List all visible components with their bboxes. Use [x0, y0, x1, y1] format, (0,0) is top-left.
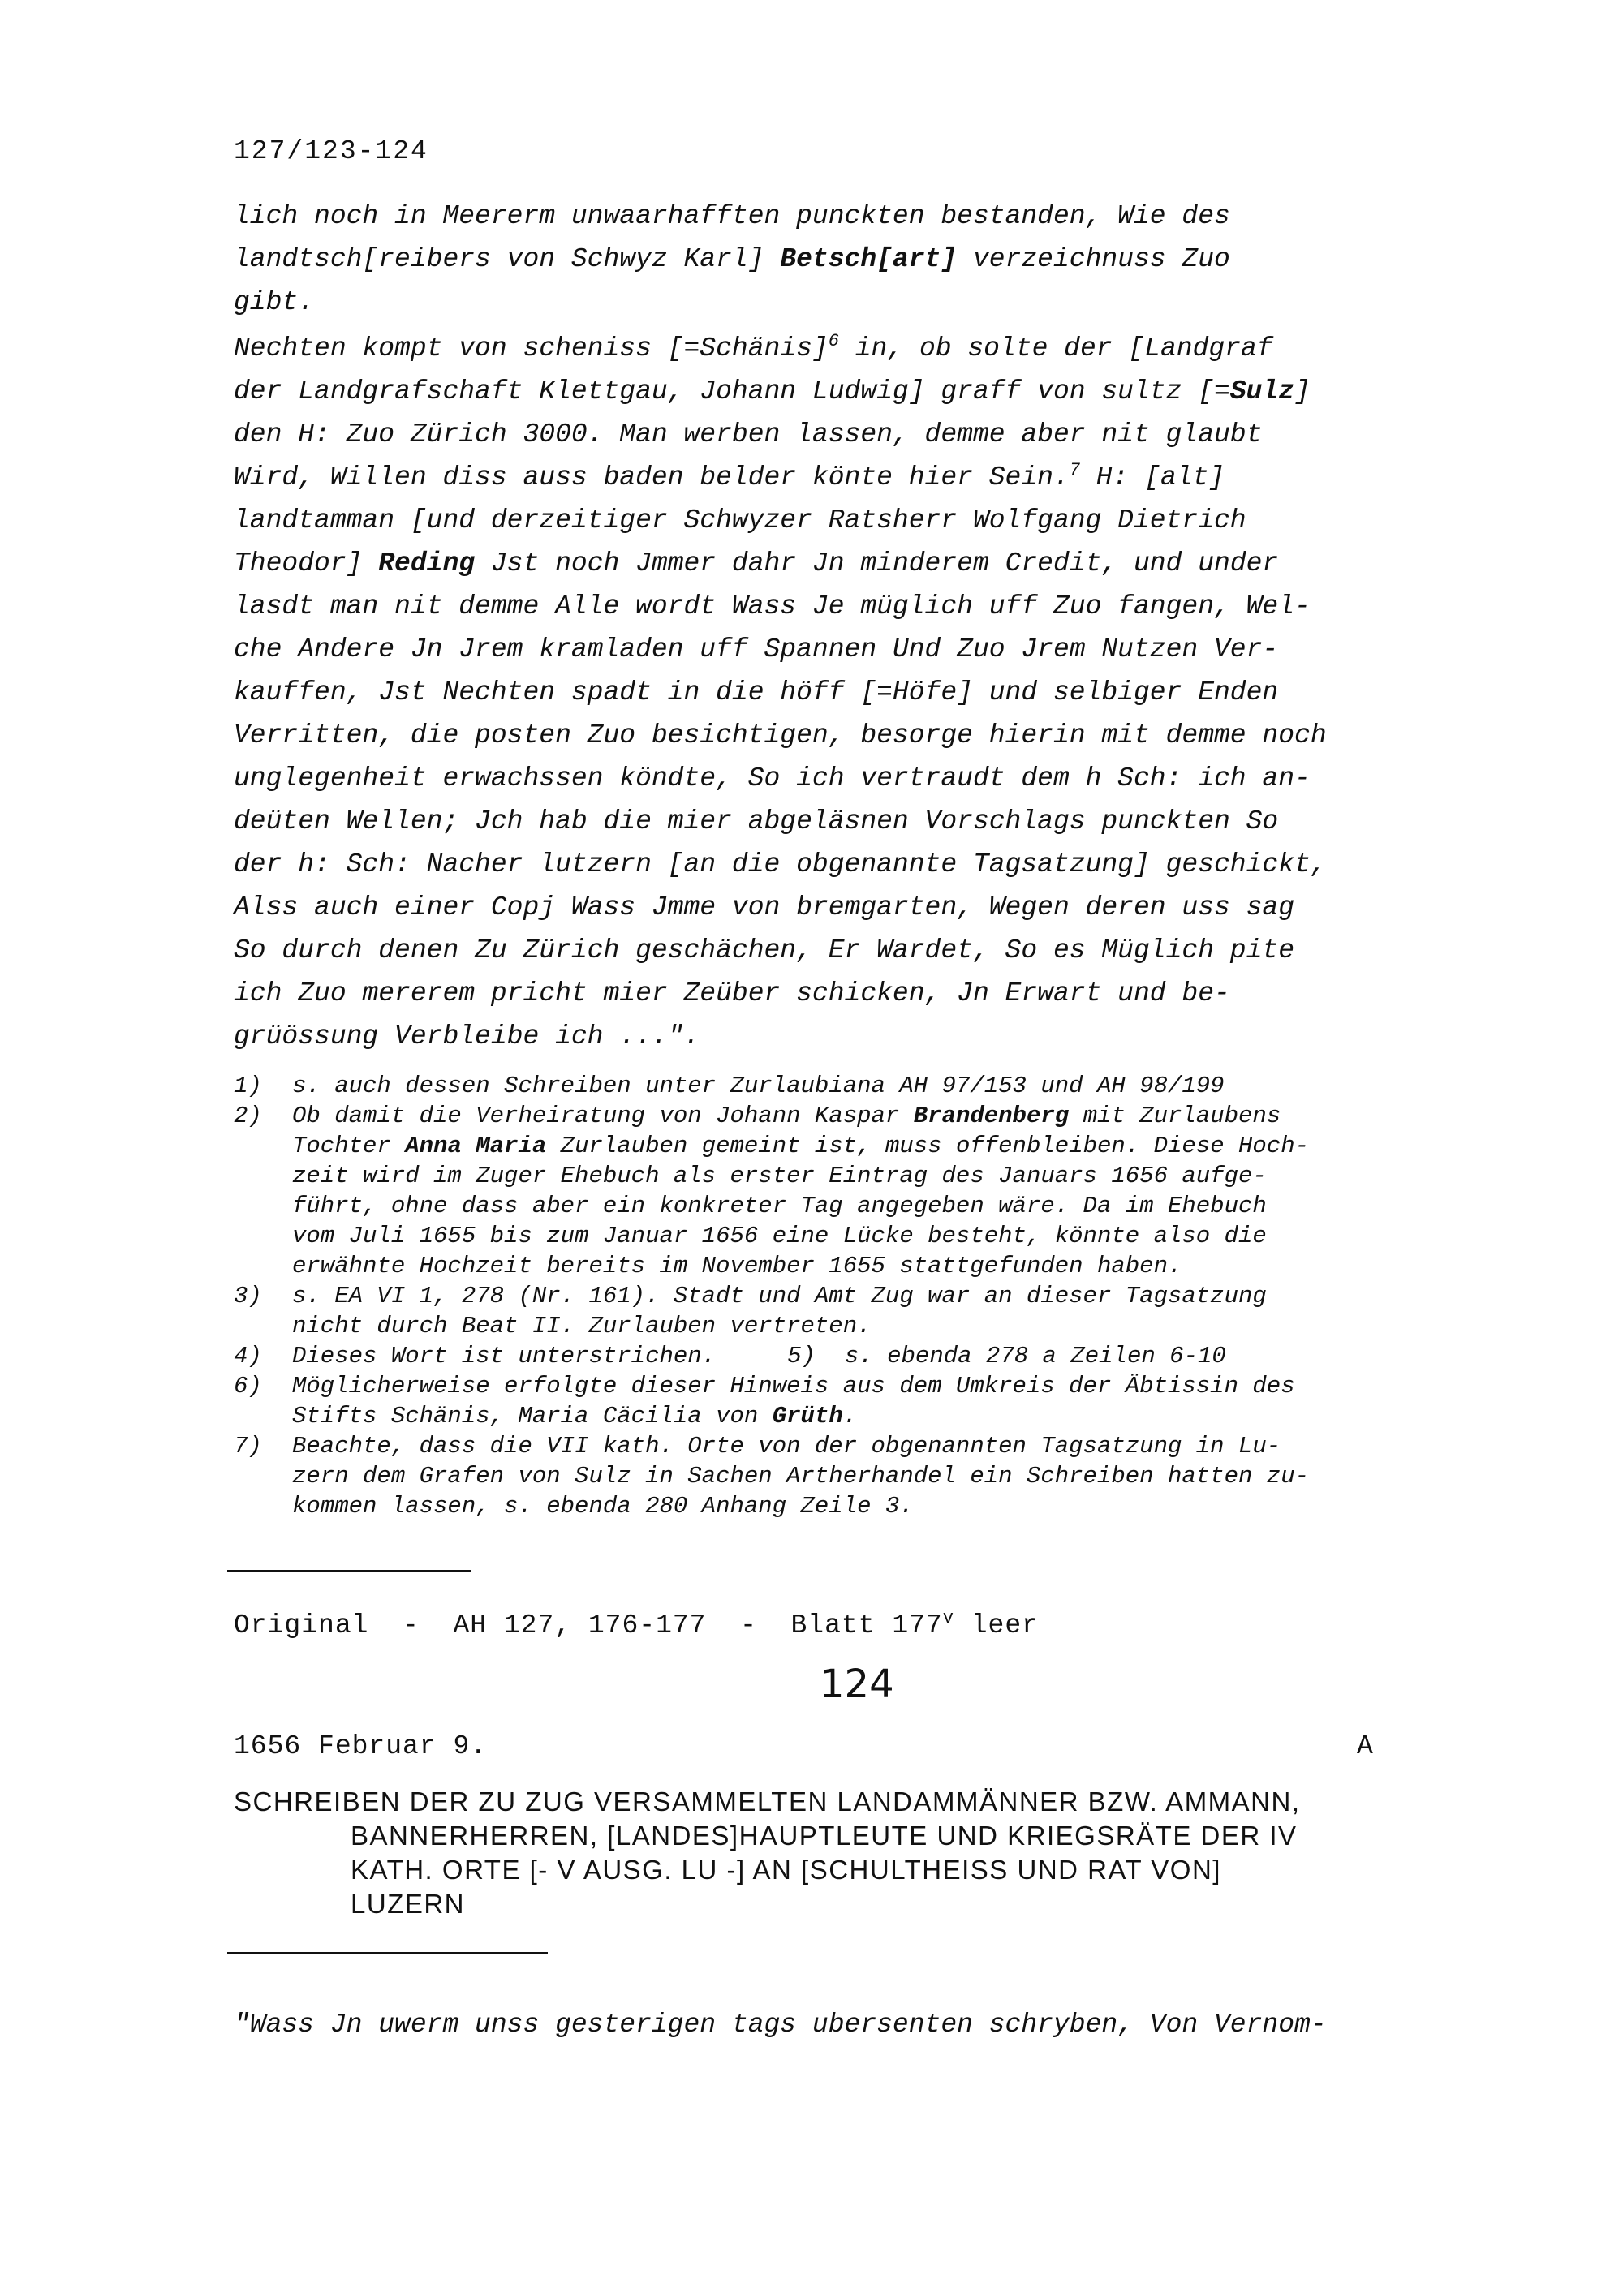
letter-text [234, 195, 1500, 1058]
footnote-7: 7) Beachte, dass die VII kath. Orte von der obgenannten Tagsatzung in Lu- zern dem Grafen von Sulz in Sachen Artherhandel ein Schreiben hatten zu- kommen lassen, s. ebenda 280 Anhang Zeile 3. [234, 1433, 1310, 1520]
footnotes [234, 1071, 1500, 1521]
text-line: grüössung Verbleibe ich ...". [234, 1021, 700, 1051]
heading-line: BANNERHERREN, [LANDES]HAUPTLEUTE UND KRIEGSRÄTE DER IV [351, 1821, 1298, 1851]
footnote-4-5: 4) Dieses Wort ist unterstrichen. 5) s. ebenda 278 a Zeilen 6-10 [234, 1343, 1226, 1369]
heading-line: KATH. ORTE [- V AUSG. LU -] AN [SCHULTHEISS UND RAT VON] [351, 1855, 1221, 1885]
text-line: deüten Wellen; Jch hab die mier abgeläsnen Vorschlags punckten So [234, 806, 1279, 836]
text-line: landtamman [und derzeitiger Schwyzer Ratsherr Wolfgang Dietrich [234, 505, 1246, 535]
text-line: der h: Sch: Nacher lutzern [an die obgenannte Tagsatzung] geschickt, [234, 849, 1327, 879]
text-line: unglegenheit erwachssen köndte, So ich vertraudt dem h Sch: ich an- [234, 763, 1311, 793]
heading-line: SCHREIBEN DER ZU ZUG VERSAMMELTEN LANDAMMÄNNER BZW. AMMANN, [234, 1786, 1301, 1817]
footnote-ref: 7 [1069, 460, 1080, 480]
bold-name: Reding [378, 548, 476, 578]
text-line: ich Zuo mererem pricht mier Zeüber schicken, Jn Erwart und be- [234, 978, 1230, 1008]
text-line: So durch denen Zu Zürich geschächen, Er Wardet, So es Müglich pite [234, 935, 1295, 965]
text-line: lasdt man nit demme Alle wordt Wass Je müglich uff Zuo fangen, Wel- [234, 591, 1311, 621]
text-line: lich noch in Meererm unwaarhafften punckten bestanden, Wie des [234, 201, 1230, 231]
text-line: Theodor] Reding Jst noch Jmmer dahr Jn minderem Credit, und under [234, 548, 1279, 578]
text-line: che Andere Jn Jrem kramladen uff Spannen Und Zuo Jrem Nutzen Ver- [234, 634, 1279, 664]
source-line: Original - AH 127, 176-177 - Blatt 177$^v$ leer [234, 1608, 1039, 1640]
bold-name: Brandenberg [913, 1103, 1070, 1129]
footnote-2: 2) Ob damit die Verheiratung von Johann Kaspar Brandenberg mit Zurlaubens Tochter Anna Maria Zurlauben gemeint ist, muss offenbleiben. Diese Hoch- zeit wird im Zuger Ehebuch als erster Eintrag des Januars 1656 aufge- führt, ohne dass aber ein konkreter Tag angegeben wäre. Da im Ehebuch vom Juli 1655 bis zum Januar 1656 eine Lücke besteht, könnte also die erwähnte Hochzeit bereits im November 1655 stattgefunden haben. [234, 1103, 1310, 1279]
footnote-6: 6) Möglicherweise erfolgte dieser Hinweis aus dem Umkreis der Äbtissin des Stifts Schänis, Maria Cäcilia von Grüth. [234, 1373, 1295, 1430]
page-header: 127/123-124 [234, 136, 428, 166]
footnote-3: 3) s. EA VI 1, 278 (Nr. 161). Stadt und Amt Zug war an dieser Tagsatzung nicht durch Beat II. Zurlauben vertreten. [234, 1283, 1267, 1339]
text-line: Wird, Willen diss auss baden belder könte hier Sein.$^7$ H: [alt] [234, 460, 1225, 492]
text-line: der Landgrafschaft Klettgau, Johann Ludwig] graff von sultz [=Sulz] [234, 376, 1311, 406]
text-line: kauffen, Jst Nechten spadt in die höff [=Höfe] und selbiger Enden [234, 677, 1279, 707]
footnote-5-text: s. ebenda 278 a Zeilen 6-10 [844, 1343, 1226, 1369]
document-date: 1656 Februar 9. [234, 1731, 488, 1761]
document-number: 124 [820, 1662, 894, 1707]
footnote-5-num: 5) [787, 1343, 816, 1369]
heading-line: LUZERN [351, 1889, 466, 1919]
text-line: Verritten, die posten Zuo besichtigen, besorge hierin mit demme noch [234, 720, 1327, 750]
divider [227, 1952, 548, 1954]
text-line: den H: Zuo Zürich 3000. Man werben lassen, demme aber nit glaubt [234, 419, 1263, 449]
footnote-4-text: Dieses Wort ist unterstrichen. [292, 1343, 717, 1369]
verso-mark: v [942, 1608, 954, 1628]
text-line: Alss auch einer Copj Wass Jmme von bremgarten, Wegen deren uss sag [234, 892, 1295, 922]
bold-name: Betsch[art] [780, 244, 958, 274]
bold-name: Anna Maria [405, 1133, 547, 1159]
document-heading [234, 1785, 1500, 1921]
letter-start: "Wass Jn uwerm unss gesterigen tags ubersenten schryben, Von Vernom- [234, 2010, 1327, 2040]
divider [227, 1570, 471, 1572]
bold-name: Grüth [772, 1403, 843, 1430]
text-line: landtsch[reibers von Schwyz Karl] Betsch[art] verzeichnuss Zuo [234, 244, 1230, 274]
document-mark: A [1357, 1731, 1373, 1761]
footnote-1: 1) s. auch dessen Schreiben unter Zurlaubiana AH 97/153 und AH 98/199 [234, 1073, 1225, 1099]
text-line: gibt. [234, 287, 315, 317]
footnote-ref: 6 [828, 331, 839, 351]
text-line: Nechten kompt von scheniss [=Schänis]$^6$ in, ob solte der [Landgraf [234, 331, 1273, 363]
bold-name: Sulz [1229, 376, 1295, 406]
